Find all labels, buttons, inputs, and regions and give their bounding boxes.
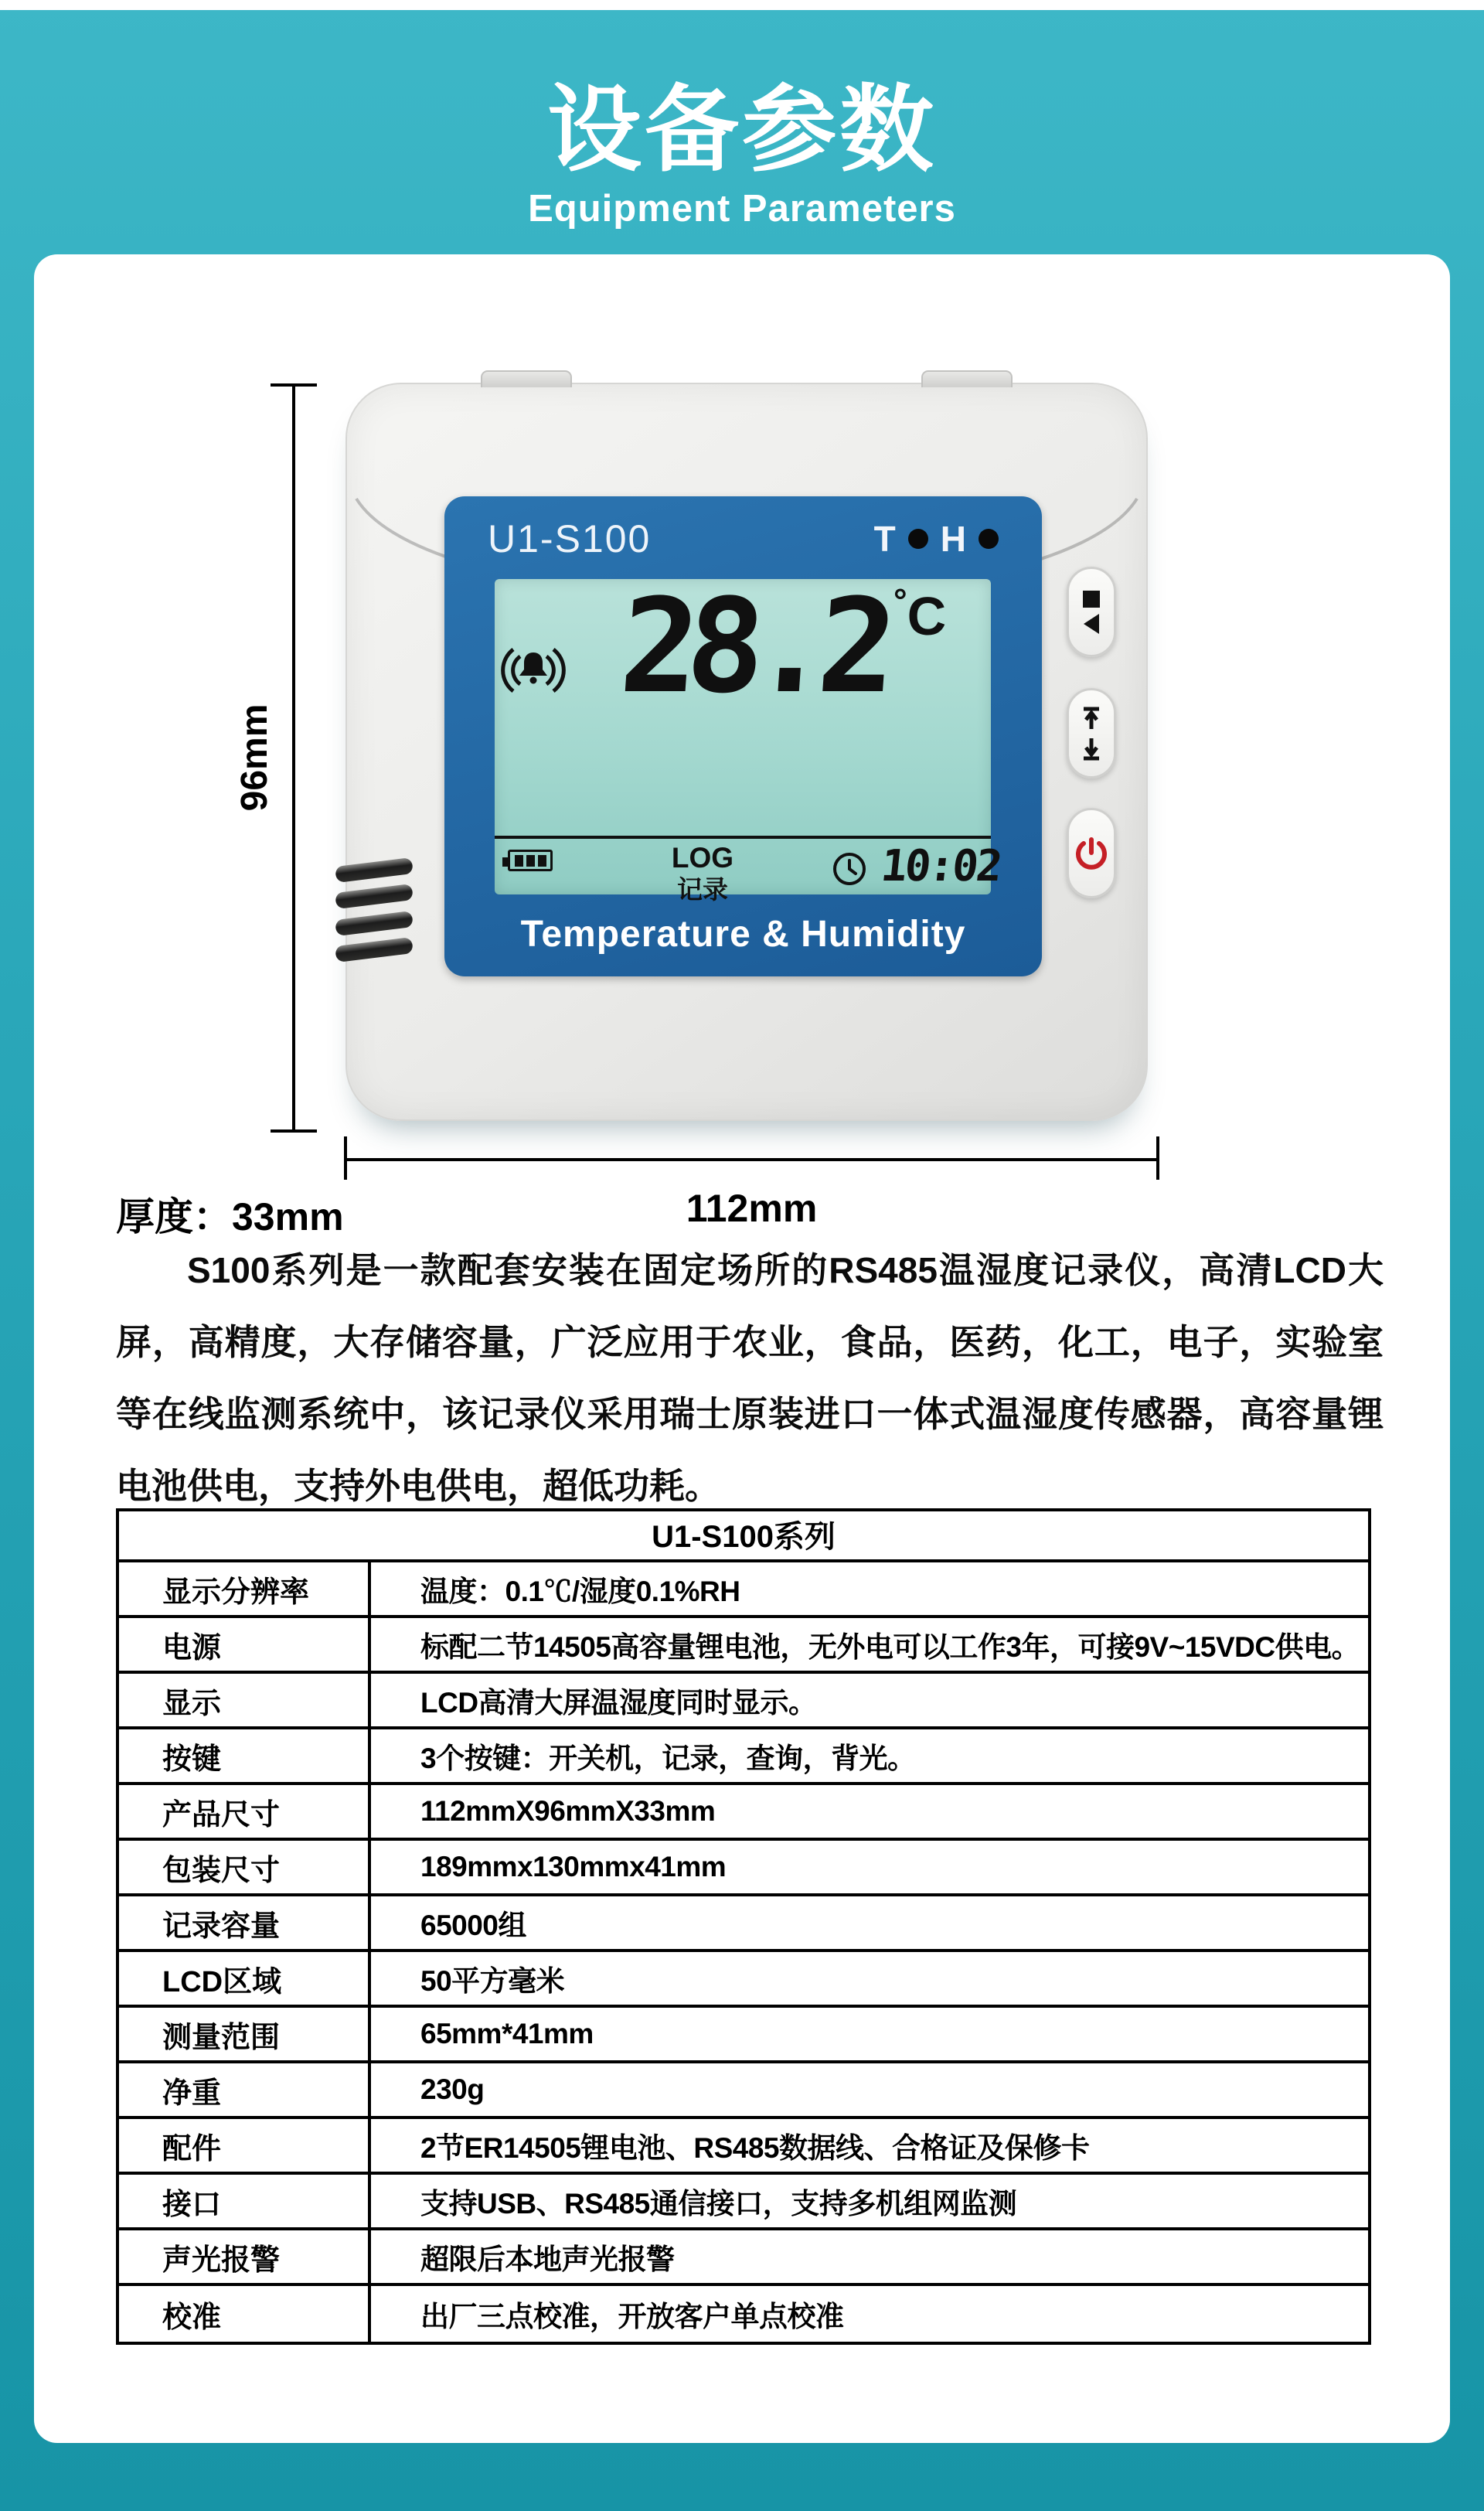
spec-label: LCD区域 (119, 1952, 371, 2005)
spec-value: 温度：0.1℃/湿度0.1%RH (420, 1576, 740, 1607)
query-button (1067, 567, 1116, 657)
spec-value: 50平方毫米 (420, 1965, 565, 1997)
spec-label: 包装尺寸 (119, 1841, 371, 1893)
spec-value: 230g (420, 2073, 485, 2105)
stop-square-icon (1083, 591, 1100, 608)
spec-value: 2节ER14505锂电池、RS485数据线、合格证及保修卡 (420, 2132, 1090, 2164)
th-indicators (874, 518, 999, 560)
table-row (119, 2175, 1368, 2230)
power-icon (1074, 836, 1109, 871)
spec-label: 净重 (119, 2063, 371, 2116)
table-row (119, 2230, 1368, 2286)
spec-value: 189mmx130mmx41mm (420, 1851, 727, 1882)
updown-arrows-icon (1077, 705, 1105, 762)
spec-value: 112mmX96mmX33mm (420, 1795, 716, 1827)
humidity-indicator-dot-icon (979, 529, 999, 549)
device-model-label: U1-S100 (488, 517, 652, 560)
spec-label: 产品尺寸 (119, 1785, 371, 1838)
spec-label: 显示分辨率 (119, 1562, 371, 1615)
lcd-divider-line (495, 836, 991, 839)
spec-label: 校准 (119, 2286, 371, 2342)
spec-label: 按键 (119, 1729, 371, 1782)
product-description: S100系列是一款配套安装在固定场所的RS485温湿度记录仪，高清LCD大屏，高精度，大存储容量，广泛应用于农业，食品，医药，化工，电子，实验室等在线监测系统中，该记录仪采用瑞士原装进口一体式温湿度传感器，高容量锂电池供电，支持外电供电，超低功耗。 (116, 1250, 1384, 1506)
table-row (119, 2119, 1368, 2175)
spec-label: 声光报警 (119, 2230, 371, 2283)
spec-value: 标配二节14505高容量锂电池，无外电可以工作3年，可接9V~15VDC供电。 (420, 1631, 1360, 1663)
table-row (119, 1952, 1368, 2008)
spec-table-body (119, 1562, 1368, 2342)
spec-value: 65000组 (420, 1910, 526, 1941)
spec-label: 接口 (119, 2175, 371, 2227)
spec-label: 电源 (119, 1618, 371, 1671)
width-dim-cap-right (1156, 1136, 1159, 1180)
top-white-strip (0, 0, 1484, 10)
humidity-indicator-label: H (940, 519, 966, 559)
spec-label: 显示 (119, 1674, 371, 1726)
spec-label: 记录容量 (119, 1896, 371, 1949)
table-row (119, 1896, 1368, 1952)
celsius-letter: C (907, 586, 947, 646)
page-title: 设备参数 (547, 77, 937, 182)
screen-header (488, 513, 999, 564)
height-dim-cap-top (271, 383, 317, 387)
spec-table-title: U1-S100系列 (119, 1511, 1368, 1562)
table-row (119, 2063, 1368, 2119)
alarm-bell-icon (496, 643, 570, 697)
mount-tab-right (921, 370, 1013, 387)
mount-tab-left (481, 370, 572, 387)
left-triangle-icon (1084, 614, 1099, 634)
height-dimension-label: 96mm (234, 704, 275, 812)
spec-value: 3个按键：开关机，记录，查询，背光。 (420, 1743, 916, 1774)
speaker-grille-icon (335, 857, 420, 973)
spec-value: LCD高清大屏温湿度同时显示。 (420, 1687, 817, 1719)
width-dimension-label: 112mm (686, 1187, 818, 1230)
width-dim-cap-left (344, 1136, 347, 1180)
masthead (0, 10, 1484, 254)
spec-value: 出厂三点校准，开放客户单点校准 (420, 2301, 844, 2332)
table-row (119, 1841, 1368, 1896)
record-button (1067, 688, 1116, 779)
temperature-reading: 28.2 (615, 571, 890, 722)
log-indicator (645, 842, 761, 905)
temp-indicator-dot-icon (908, 529, 928, 549)
log-label-en: LOG (671, 842, 734, 874)
spec-value: 65mm*41mm (420, 2018, 594, 2049)
table-row (119, 2008, 1368, 2063)
height-dimension-line (292, 385, 295, 1133)
table-row (119, 1674, 1368, 1729)
spec-label: 配件 (119, 2119, 371, 2172)
temperature-unit (893, 582, 947, 647)
temp-indicator-label: T (873, 519, 896, 559)
table-row (119, 1729, 1368, 1785)
table-row (119, 1618, 1368, 1674)
spec-label: 测量范围 (119, 2008, 371, 2060)
time-reading: 10:02 (878, 841, 1003, 891)
table-row (119, 1785, 1368, 1841)
height-dim-cap-bottom (271, 1129, 317, 1133)
content-card (34, 254, 1450, 2443)
table-row (119, 1562, 1368, 1618)
screen-brand-text: Temperature & Humidity (520, 914, 966, 955)
width-dimension-line (344, 1158, 1159, 1161)
page-subtitle: Equipment Parameters (528, 188, 956, 230)
table-row (119, 2286, 1368, 2342)
log-label-cn: 记录 (677, 875, 728, 904)
thickness-label: 厚度：33mm (116, 1195, 344, 1238)
clock-icon (832, 851, 867, 887)
power-button (1067, 808, 1116, 898)
spec-value: 支持USB、RS485通信接口，支持多机组网监测 (420, 2188, 1017, 2220)
degree-symbol: ° (893, 582, 907, 620)
spec-value: 超限后本地声光报警 (420, 2244, 675, 2275)
spec-table (116, 1508, 1371, 2345)
battery-icon (508, 850, 553, 871)
